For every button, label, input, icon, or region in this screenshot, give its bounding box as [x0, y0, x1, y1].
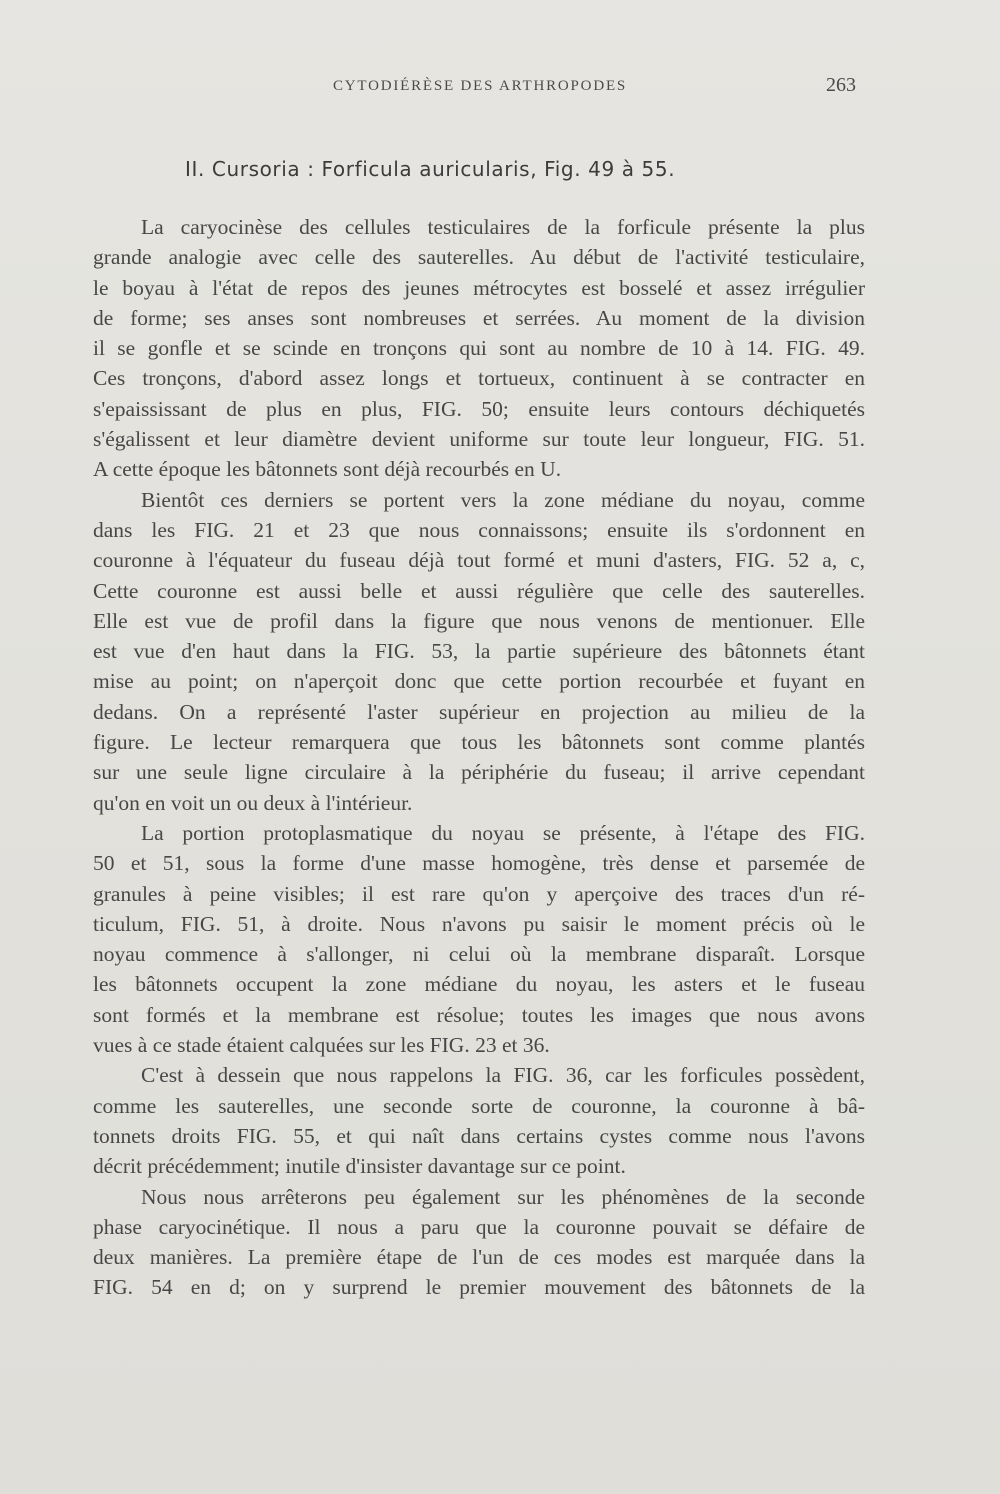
text-line: Ces tronçons, d'abord assez longs et tortueux, continuent à se contracter en — [93, 366, 865, 391]
text-line: décrit précédemment; inutile d'insister davantage sur ce point. — [93, 1154, 626, 1179]
text-line: mise au point; on n'aperçoit donc que cette portion recourbée et fuyant en — [93, 669, 865, 694]
text-line: qu'on en voit un ou deux à l'intérieur. — [93, 790, 413, 815]
text-line: comme les sauterelles, une seconde sorte de couronne, la couronne à bâ- — [93, 1093, 865, 1118]
text-line: ticulum, FIG. 51, à droite. Nous n'avons pu saisir le moment précis où le — [93, 911, 865, 936]
text-line: les bâtonnets occupent la zone médiane du noyau, les asters et le fuseau — [93, 972, 865, 997]
page-number: 263 — [826, 74, 856, 96]
text-line: couronne à l'équateur du fuseau déjà tout formé et muni d'asters, FIG. 52 a, c, — [93, 548, 865, 573]
text-line: est vue d'en haut dans la FIG. 53, la partie supérieure des bâtonnets étant — [93, 639, 865, 664]
text-line: 50 et 51, sous la forme d'une masse homogène, très dense et parsemée de — [93, 851, 865, 876]
text-line: La portion protoplasmatique du noyau se présente, à l'étape des FIG. — [141, 820, 865, 845]
text-line: tonnets droits FIG. 55, et qui naît dans certains cystes comme nous l'avons — [93, 1123, 865, 1148]
text-line: deux manières. La première étape de l'un de ces modes est marquée dans la — [93, 1245, 865, 1270]
running-title: CYTODIÉRÈSE DES ARTHROPODES — [332, 78, 628, 94]
text-line: il se gonfle et se scinde en tronçons qui sont au nombre de 10 à 14. FIG. 49. — [93, 336, 865, 361]
text-line: A cette époque les bâtonnets sont déjà recourbés en U. — [93, 457, 562, 482]
text-line: Bientôt ces derniers se portent vers la zone médiane du noyau, comme — [141, 487, 865, 512]
section-heading: II. Cursoria : Forficula auricularis, Fig. 49 à 55. — [185, 157, 676, 181]
text-line: C'est à dessein que nous rappelons la FIG. 36, car les forficules possèdent, — [141, 1063, 865, 1088]
text-line: grande analogie avec celle des sauterelles. Au début de l'activité testiculaire, — [93, 245, 865, 270]
text-line: Nous nous arrêterons peu également sur les phénomènes de la seconde — [141, 1184, 865, 1209]
text-line: granules à peine visibles; il est rare qu'on y aperçoive des traces d'un ré- — [93, 881, 865, 906]
text-line: s'epaississant de plus en plus, FIG. 50; ensuite leurs contours déchiquetés — [93, 396, 865, 421]
text-line: phase caryocinétique. Il nous a paru que la couronne pouvait se défaire de — [93, 1214, 865, 1239]
text-line: de forme; ses anses sont nombreuses et serrées. Au moment de la division — [93, 305, 865, 330]
text-line: vues à ce stade étaient calquées sur les FIG. 23 et 36. — [93, 1033, 550, 1058]
text-line: sont formés et la membrane est résolue; toutes les images que nous avons — [93, 1002, 865, 1027]
text-line: s'égalissent et leur diamètre devient uniforme sur toute leur longueur, FIG. 51. — [93, 427, 865, 452]
text-line: Cette couronne est aussi belle et aussi régulière que celle des sauterelles. — [93, 578, 865, 603]
text-line: sur une seule ligne circulaire à la périphérie du fuseau; il arrive cependant — [93, 760, 865, 785]
text-line: Elle est vue de profil dans la figure que nous venons de mentionuer. Elle — [93, 608, 865, 633]
text-line: noyau commence à s'allonger, ni celui où la membrane disparaît. Lorsque — [93, 942, 865, 967]
body-text — [93, 212, 865, 1303]
text-line: figure. Le lecteur remarquera que tous les bâtonnets sont comme plantés — [93, 730, 865, 755]
text-line: La caryocinèse des cellules testiculaires de la forficule présente la plus — [141, 215, 865, 239]
text-line: dedans. On a représenté l'aster supérieur en projection au milieu de la — [93, 699, 865, 724]
text-line: FIG. 54 en d; on y surprend le premier mouvement des bâtonnets de la — [93, 1275, 865, 1300]
text-line: le boyau à l'état de repos des jeunes métrocytes est bosselé et assez irrégulier — [93, 275, 865, 300]
text-line: dans les FIG. 21 et 23 que nous connaissons; ensuite ils s'ordonnent en — [93, 517, 865, 542]
